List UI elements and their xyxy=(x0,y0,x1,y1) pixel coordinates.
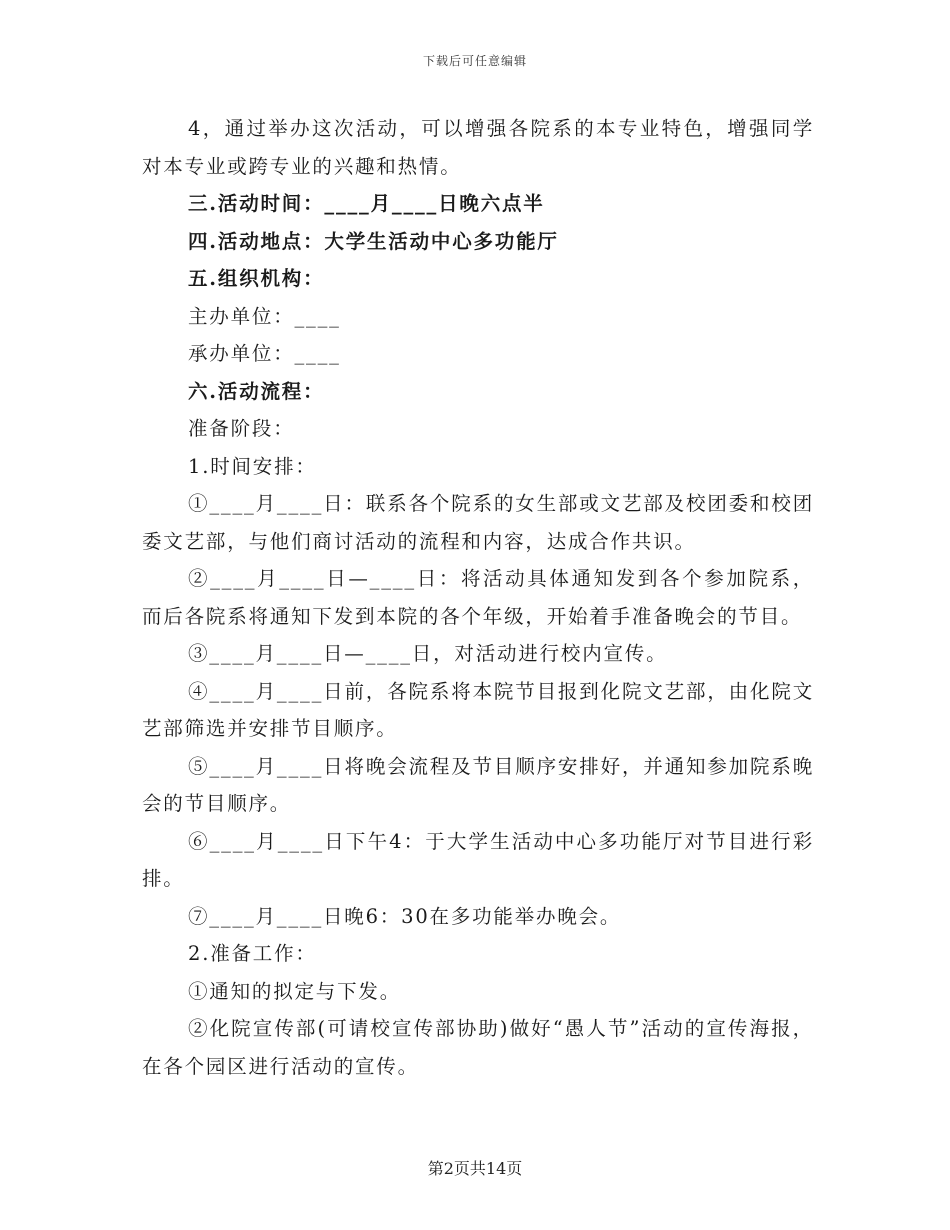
page-number: 第2页共14页 xyxy=(427,1159,523,1178)
paragraph: 六.活动流程： xyxy=(188,379,325,403)
paragraph: 准备阶段： xyxy=(188,417,295,440)
paragraph: 三.活动时间：____月____日晚六点半 xyxy=(188,192,545,215)
paragraph: ⑤____月____日将晚会流程及节目顺序安排好，并通知参加院系晚会的节目顺序。 xyxy=(142,754,814,815)
paragraph: 1.时间安排： xyxy=(188,454,317,478)
document-body xyxy=(142,110,814,1085)
paragraph: ③____月____日—____日，对活动进行校内宣传。 xyxy=(188,642,668,665)
paragraph: 2.准备工作： xyxy=(188,942,317,965)
paragraph: 五.组织机构： xyxy=(188,267,325,290)
paragraph: ⑦____月____日晚6：30在多功能举办晚会。 xyxy=(188,904,622,928)
paragraph: 承办单位：____ xyxy=(188,342,341,365)
paragraph: 主办单位：____ xyxy=(188,304,341,328)
paragraph: ⑥____月____日下午4：于大学生活动中心多功能厅对节目进行彩排。 xyxy=(142,829,814,890)
paragraph: ①通知的拟定与下发。 xyxy=(188,979,402,1003)
paragraph: 4，通过举办这次活动，可以增强各院系的本专业特色，增强同学对本专业或跨专业的兴趣和热情。 xyxy=(142,117,814,178)
paragraph: ①____月____日：联系各个院系的女生部或文艺部及校团委和校团委文艺部，与他们商讨活动的流程和内容，达成合作共识。 xyxy=(142,492,814,553)
paragraph: ②化院宣传部(可请校宣传部协助)做好“愚人节”活动的宣传海报，在各个园区进行活动的宣传。 xyxy=(142,1017,814,1078)
paragraph: ②____月____日—____日：将活动具体通知发到各个参加院系，而后各院系将通知下发到本院的各个年级，开始着手准备晚会的节目。 xyxy=(142,567,814,628)
paragraph: ④____月____日前，各院系将本院节目报到化院文艺部，由化院文艺部筛选并安排节目顺序。 xyxy=(142,679,814,740)
paragraph: 四.活动地点：大学生活动中心多功能厅 xyxy=(188,229,559,253)
page-header: 下载后可任意编辑 xyxy=(422,54,527,68)
